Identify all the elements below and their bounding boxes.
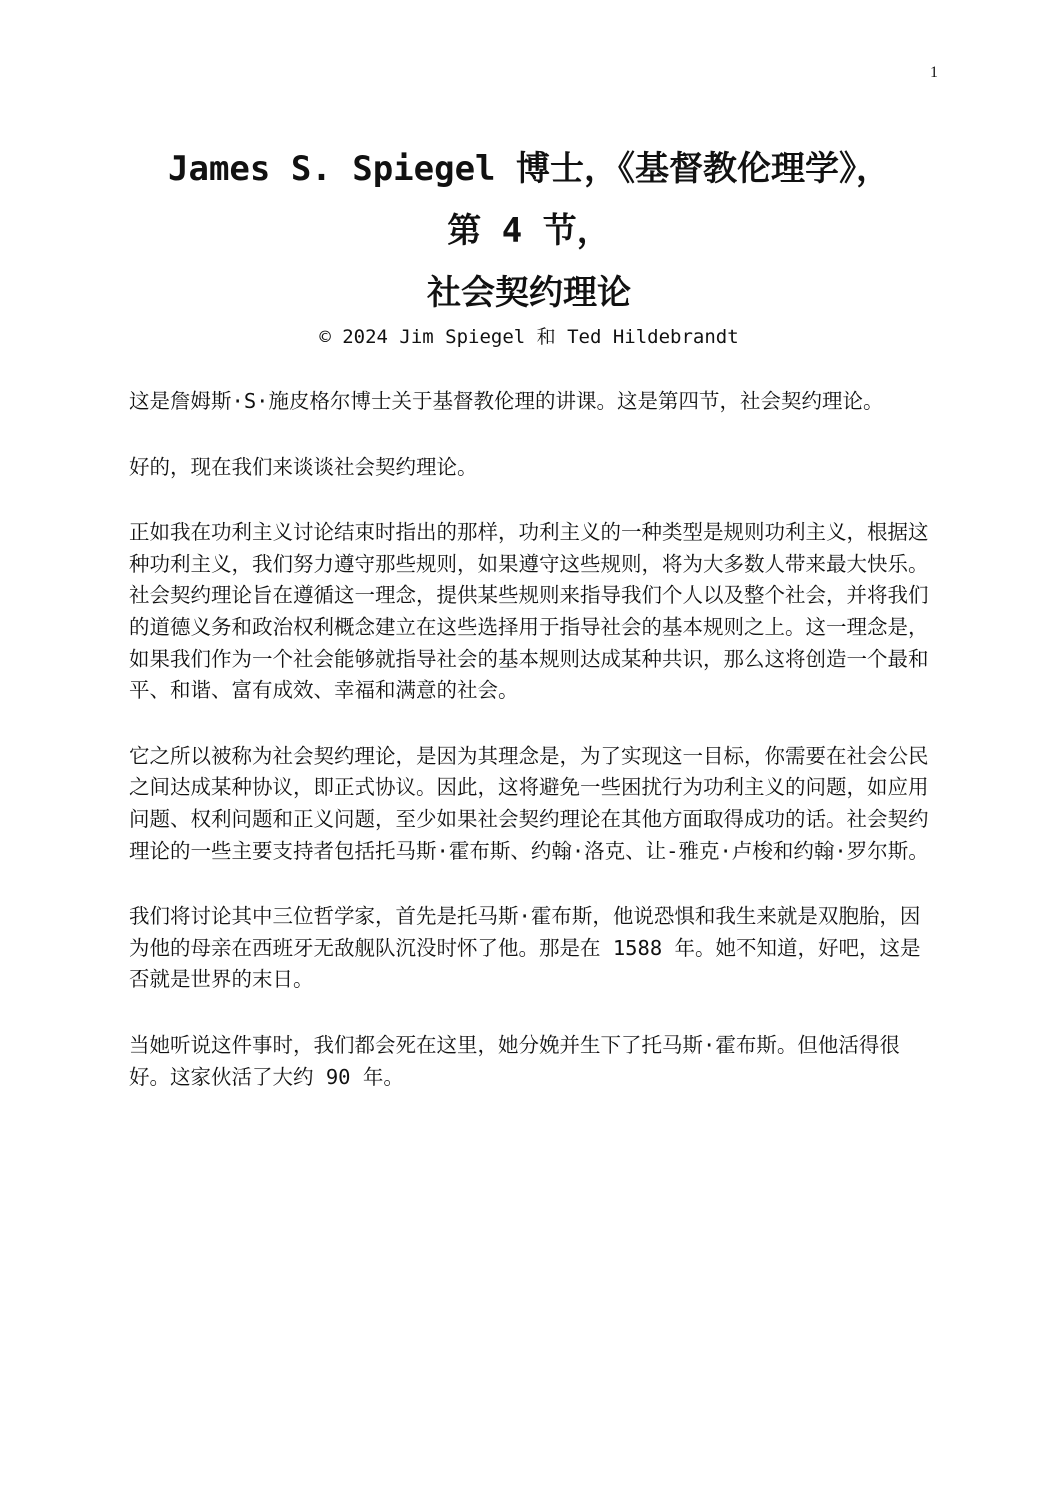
document-body	[129, 386, 929, 1127]
paragraph: 这是詹姆斯·S·施皮格尔博士关于基督教伦理的讲课。这是第四节，社会契约理论。	[129, 389, 884, 413]
title-line-2: 第 4 节，	[447, 211, 611, 251]
paragraph: 它之所以被称为社会契约理论，是因为其理念是，为了实现这一目标，你需要在社会公民之间达成某种协议，即正式协议。因此，这将避免一些困扰行为功利主义的问题，如应用问题、权利问题和正义问题，至少如果社会契约理论在其他方面取得成功的话。社会契约理论的一些主要支持者包括托马斯·霍布斯、约翰·洛克、让-雅克·卢梭和约翰·罗尔斯。	[129, 743, 929, 863]
page-number: 1	[930, 64, 938, 81]
title-line-1: James S. Spiegel 博士，《基督教伦理学》，	[168, 149, 890, 189]
paragraph: 好的，现在我们来谈谈社会契约理论。	[129, 454, 478, 479]
paragraph: 当她听说这件事时，我们都会死在这里，她分娩并生下了托马斯·霍布斯。但他活得很好。这家伙活了大约 90 年。	[129, 1032, 900, 1089]
document-title	[60, 138, 998, 324]
title-line-3: 社会契约理论	[427, 273, 631, 313]
paragraph: 正如我在功利主义讨论结束时指出的那样，功利主义的一种类型是规则功利主义，根据这种功利主义，我们努力遵守那些规则，如果遵守这些规则，将为大多数人带来最大快乐。社会契约理论旨在遵循这一理念，提供某些规则来指导我们个人以及整个社会，并将我们的道德义务和政治权利概念建立在这些选择用于指导社会的基本规则之上。这一理念是，如果我们作为一个社会能够就指导社会的基本规则达成某种共识，那么这将创造一个最和平、和谐、富有成效、幸福和满意的社会。	[129, 520, 929, 703]
paragraph: 我们将讨论其中三位哲学家，首先是托马斯·霍布斯，他说恐惧和我生来就是双胞胎，因为他的母亲在西班牙无敌舰队沉没时怀了他。那是在 1588 年。她不知道，好吧，这是否就是世界的末日。	[129, 904, 921, 992]
copyright-notice: © 2024 Jim Spiegel 和 Ted Hildebrandt	[319, 326, 739, 348]
